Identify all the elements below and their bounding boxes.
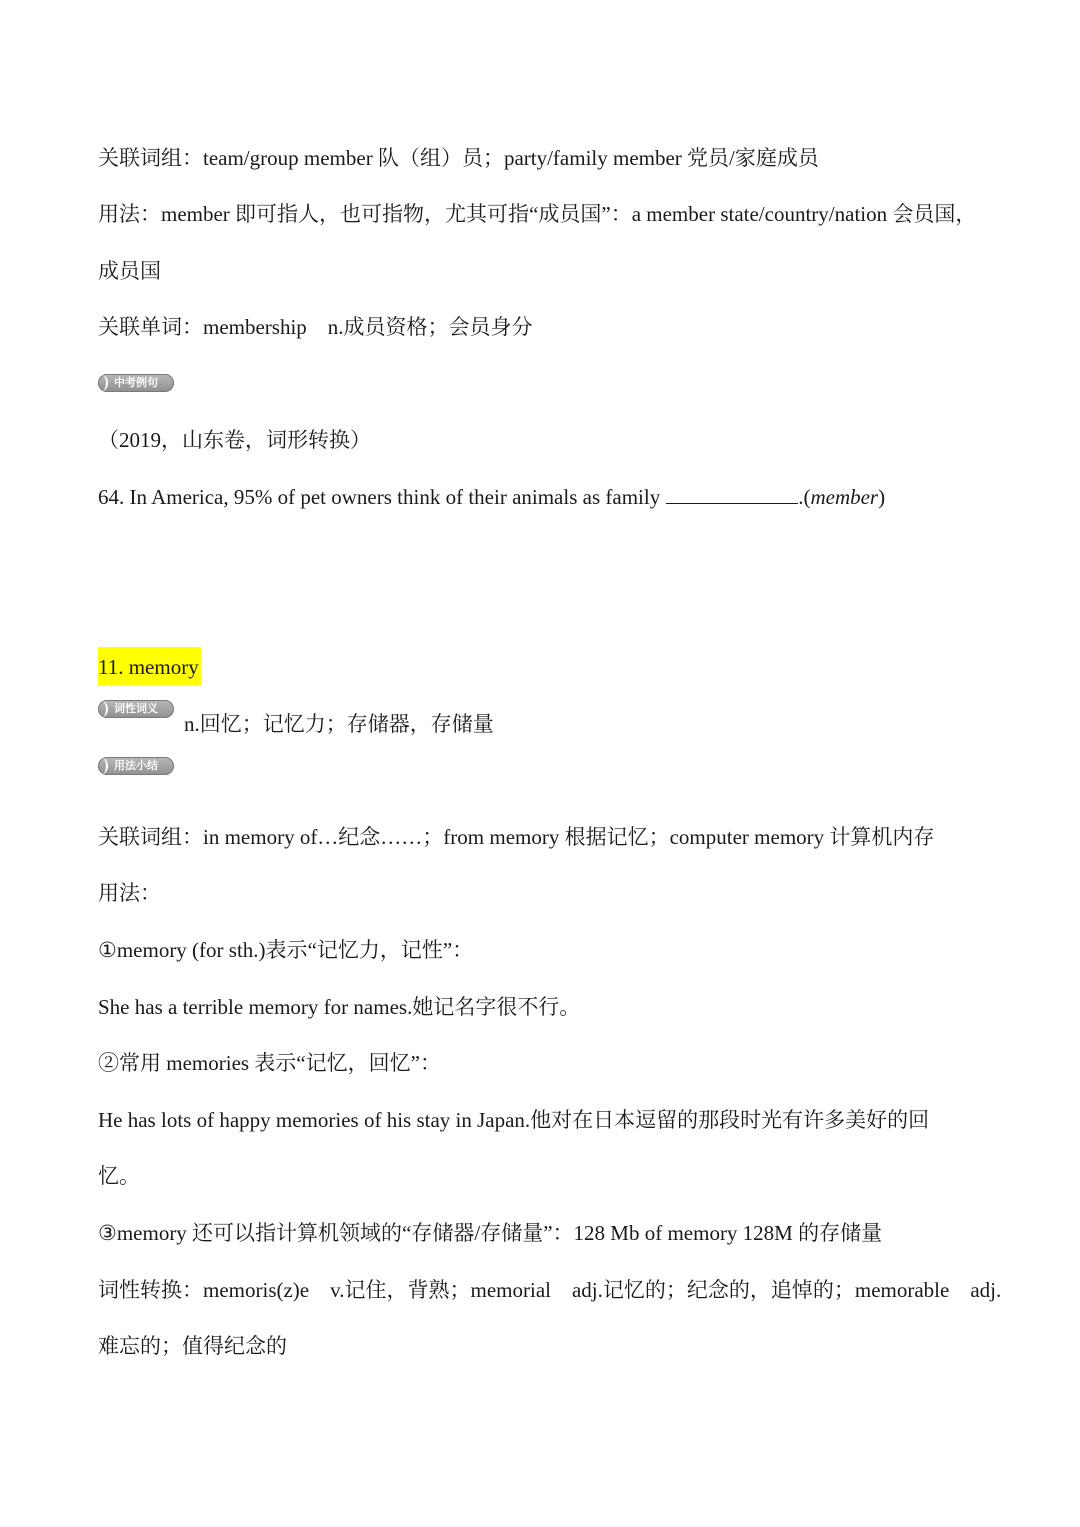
word-conversion-line2: 难忘的；值得纪念的 <box>98 1334 287 1358</box>
exam-example-tag: 中考例句 <box>98 374 174 392</box>
exam-source: （2019，山东卷，词形转换） <box>98 428 371 452</box>
exam-question-close: ) <box>878 485 886 509</box>
exam-question-text: 64. In America, 95% of pet owners think of their animals as family <box>98 485 661 509</box>
related-phrases-member: 关联词组：team/group member 队（组）员；party/family member 党员/家庭成员 <box>98 146 819 170</box>
usage-point-1: ①memory (for sth.)表示“记忆力，记性”： <box>98 938 474 962</box>
word-conversion-line1: 词性转换：memoris(z)e v.记住，背熟；memorial adj.记忆的；纪念的，追悼的；memorable adj. <box>98 1278 1002 1302</box>
exam-question-end: .( <box>798 485 811 509</box>
memory-heading-text: 11. memory <box>98 647 201 685</box>
related-phrases-memory: 关联词组：in memory of…纪念……；from memory 根据记忆；computer memory 计算机内存 <box>98 825 935 849</box>
usage-point-2: ②常用 memories 表示“记忆，回忆”： <box>98 1051 441 1075</box>
example-2-line1: He has lots of happy memories of his stay in Japan.他对在日本逗留的那段时光有许多美好的回 <box>98 1108 930 1132</box>
meaning-tag: 词性词义 <box>98 700 174 718</box>
usage-point-3: ③memory 还可以指计算机领域的“存储器/存储量”：128 Mb of memory 128M 的存储量 <box>98 1221 883 1245</box>
example-1: She has a terrible memory for names.她记名字很不行。 <box>98 995 581 1019</box>
usage-summary-tag: 用法小结 <box>98 757 174 775</box>
usage-label: 用法： <box>98 881 161 905</box>
answer-blank <box>666 485 798 504</box>
usage-member-line1: 用法：member 即可指人，也可指物，尤其可指“成员国”：a member state/country/nation 会员国， <box>98 202 977 226</box>
related-word-member: 关联单词：membership n.成员资格；会员身分 <box>98 315 533 339</box>
usage-member-line2: 成员国 <box>98 259 161 283</box>
exam-question-hint: member <box>810 485 879 509</box>
example-2-line2: 忆。 <box>98 1164 140 1188</box>
memory-meaning: n.回忆；记忆力；存储器，存储量 <box>184 712 494 736</box>
exam-question <box>98 483 885 511</box>
memory-heading <box>98 653 201 681</box>
